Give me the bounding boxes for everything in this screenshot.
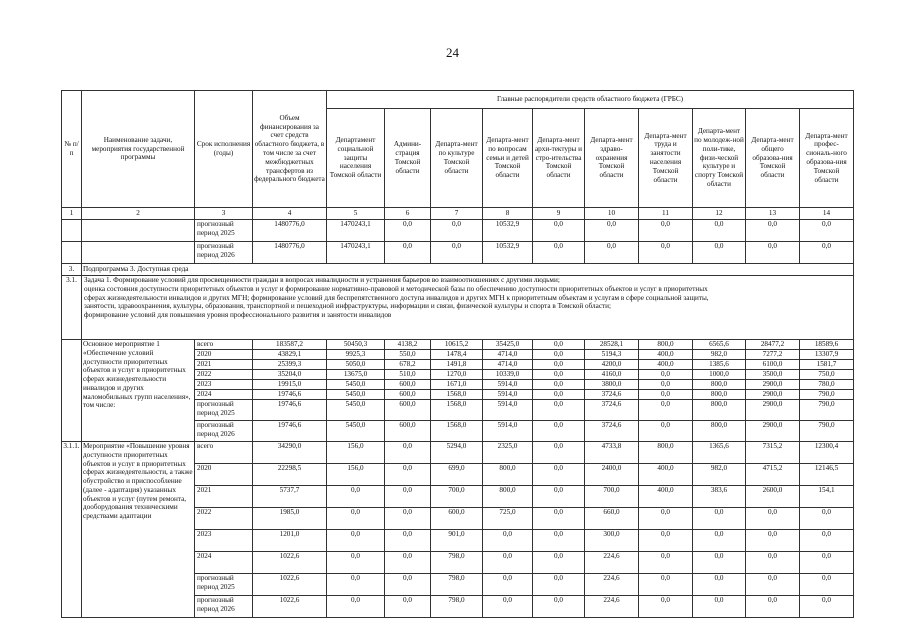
value-cell: 1000,0 <box>693 370 746 380</box>
value-cell: 0,0 <box>800 508 854 530</box>
header-grbs-7: Департа-мент труда и занятости населения Томской области <box>639 109 693 208</box>
value-cell: 0,0 <box>693 574 746 596</box>
value-cell: 5450,0 <box>327 421 385 442</box>
value-cell: 0,0 <box>533 508 585 530</box>
value-cell: 19746,6 <box>253 421 327 442</box>
value-cell: 4715,2 <box>746 464 800 486</box>
value-cell: 10532,9 <box>483 220 533 242</box>
value-cell: 2900,0 <box>746 380 800 390</box>
header-grbs-2: Админи-страция Томской области <box>385 109 431 208</box>
year-cell: 2024 <box>195 390 253 400</box>
year-cell: всего <box>195 442 253 464</box>
value-cell: 4714,0 <box>483 360 533 370</box>
task-num: 3.1. <box>62 276 82 340</box>
value-cell: 0,0 <box>533 242 585 264</box>
header-grbs-1: Департамент социальной защиты населения Томской области <box>327 109 385 208</box>
value-cell: 224,6 <box>585 574 639 596</box>
column-index: 10 <box>585 208 639 220</box>
header-grbs-4: Департа-мент по вопросам семьи и детей Томской области <box>483 109 533 208</box>
value-cell: 400,0 <box>639 464 693 486</box>
value-cell: 790,0 <box>800 400 854 421</box>
value-cell: 800,0 <box>693 380 746 390</box>
page-number: 24 <box>446 45 459 60</box>
value-cell: 0,0 <box>639 421 693 442</box>
column-index: 6 <box>385 208 431 220</box>
value-cell: 1201,0 <box>253 530 327 552</box>
value-cell: 0,0 <box>639 220 693 242</box>
value-cell: 0,0 <box>533 380 585 390</box>
value-cell: 1478,4 <box>431 350 483 360</box>
value-cell: 5914,0 <box>483 421 533 442</box>
value-cell: 1671,0 <box>431 380 483 390</box>
value-cell: 750,0 <box>800 370 854 380</box>
value-cell: 0,0 <box>385 220 431 242</box>
value-cell: 800,0 <box>693 400 746 421</box>
value-cell: 2600,0 <box>746 486 800 508</box>
value-cell: 34290,0 <box>253 442 327 464</box>
header-grbs-group: Главные распорядители средств областного бюджета (ГРБС) <box>327 91 854 109</box>
event-name: Мероприятие «Повышение уровня доступности приоритетных объектов и услуг в приоритетных сферах жизнедеятельности, а также обустройство и приспособление (далее - адаптация) указанных объектов и услуг (путем ремонта, дооборудования техническими средствами адаптации <box>82 442 195 618</box>
value-cell: 0,0 <box>639 508 693 530</box>
value-cell: 0,0 <box>693 530 746 552</box>
value-cell: 0,0 <box>746 530 800 552</box>
column-index: 7 <box>431 208 483 220</box>
year-cell: 2023 <box>195 530 253 552</box>
column-index: 12 <box>693 208 746 220</box>
value-cell: 0,0 <box>746 508 800 530</box>
value-cell: 12300,4 <box>800 442 854 464</box>
value-cell: 699,0 <box>431 464 483 486</box>
value-cell: 2900,0 <box>746 400 800 421</box>
value-cell: 35425,0 <box>483 340 533 350</box>
subprogram-row <box>62 264 854 276</box>
value-cell: 28477,2 <box>746 340 800 350</box>
num-cell <box>62 220 82 242</box>
value-cell: 4138,2 <box>385 340 431 350</box>
value-cell: 0,0 <box>533 574 585 596</box>
value-cell: 725,0 <box>483 508 533 530</box>
value-cell: 0,0 <box>385 464 431 486</box>
value-cell: 700,0 <box>431 486 483 508</box>
value-cell: 383,6 <box>693 486 746 508</box>
value-cell: 0,0 <box>800 552 854 574</box>
value-cell: 5914,0 <box>483 390 533 400</box>
year-cell: всего <box>195 340 253 350</box>
value-cell: 0,0 <box>693 220 746 242</box>
value-cell: 800,0 <box>693 421 746 442</box>
value-cell: 1022,6 <box>253 574 327 596</box>
value-cell: 0,0 <box>693 508 746 530</box>
subprogram-title: Подпрограмма 3. Доступная среда <box>82 264 854 276</box>
value-cell: 0,0 <box>327 596 385 618</box>
value-cell: 678,2 <box>385 360 431 370</box>
value-cell: 700,0 <box>585 486 639 508</box>
header-grbs-3: Департа-мент по культуре Томской области <box>431 109 483 208</box>
year-cell: прогнозный период 2026 <box>195 421 253 442</box>
value-cell: 3800,0 <box>585 380 639 390</box>
value-cell: 0,0 <box>385 242 431 264</box>
value-cell: 798,0 <box>431 552 483 574</box>
header-term: Срок исполнения (годы) <box>195 91 253 208</box>
task-line: оценка состояния доступности приоритетных объектов и услуг и формирование нормативно-правовой и методической базы по обеспечению доступности приоритетных объектов и услуг в приоритетных <box>84 284 708 293</box>
value-cell: 0,0 <box>385 508 431 530</box>
value-cell: 5914,0 <box>483 380 533 390</box>
value-cell: 0,0 <box>533 340 585 350</box>
value-cell: 3724,6 <box>585 421 639 442</box>
column-index-row <box>62 208 854 220</box>
value-cell: 0,0 <box>800 530 854 552</box>
event-num: 3.1.1. <box>62 442 82 618</box>
value-cell: 10615,2 <box>431 340 483 350</box>
year-cell: 2024 <box>195 552 253 574</box>
column-index: 8 <box>483 208 533 220</box>
value-cell: 7315,2 <box>746 442 800 464</box>
value-cell: 510,0 <box>385 370 431 380</box>
value-cell: 0,0 <box>533 486 585 508</box>
value-cell: 1568,0 <box>431 390 483 400</box>
value-cell: 300,0 <box>585 530 639 552</box>
value-cell: 0,0 <box>385 530 431 552</box>
value-cell: 35204,0 <box>253 370 327 380</box>
value-cell: 4714,0 <box>483 350 533 360</box>
header-grbs-9: Департа-мент общего образова-ния Томской области <box>746 109 800 208</box>
value-cell: 0,0 <box>533 552 585 574</box>
value-cell: 0,0 <box>431 242 483 264</box>
table-row <box>62 340 854 350</box>
value-cell: 0,0 <box>483 596 533 618</box>
value-cell: 156,0 <box>327 442 385 464</box>
value-cell: 2400,0 <box>585 464 639 486</box>
name-cell <box>82 242 195 264</box>
column-index: 3 <box>195 208 253 220</box>
year-cell: прогнозный период 2025 <box>195 400 253 421</box>
column-index: 13 <box>746 208 800 220</box>
value-cell: 600,0 <box>385 390 431 400</box>
year-cell: 2022 <box>195 370 253 380</box>
value-cell: 0,0 <box>533 421 585 442</box>
value-cell: 0,0 <box>585 220 639 242</box>
value-cell: 224,6 <box>585 552 639 574</box>
value-cell: 600,0 <box>385 421 431 442</box>
value-cell: 25399,3 <box>253 360 327 370</box>
year-cell: 2021 <box>195 360 253 370</box>
year-cell: 2023 <box>195 380 253 390</box>
year-cell: 2022 <box>195 508 253 530</box>
value-cell: 2900,0 <box>746 390 800 400</box>
value-cell: 10339,0 <box>483 370 533 380</box>
header-grbs-8: Департа-мент по молодеж-ной поли-тике, физи-ческой культуре и спорту Томской области <box>693 109 746 208</box>
value-cell: 0,0 <box>800 220 854 242</box>
value-cell: 0,0 <box>639 390 693 400</box>
value-cell: 0,0 <box>639 596 693 618</box>
value-cell: 2900,0 <box>746 421 800 442</box>
value-cell: 800,0 <box>693 390 746 400</box>
num-cell <box>62 242 82 264</box>
value-cell: 4200,0 <box>585 360 639 370</box>
value-cell: 0,0 <box>483 552 533 574</box>
value-cell: 12146,5 <box>800 464 854 486</box>
value-cell: 156,0 <box>327 464 385 486</box>
value-cell: 0,0 <box>746 574 800 596</box>
value-cell: 0,0 <box>639 574 693 596</box>
value-cell: 5450,0 <box>327 390 385 400</box>
value-cell: 0,0 <box>746 220 800 242</box>
value-cell: 1022,6 <box>253 596 327 618</box>
header-grbs-5: Департа-мент архи-тектуры и стро-ительства Томской области <box>533 109 585 208</box>
value-cell: 19746,6 <box>253 400 327 421</box>
value-cell: 1385,6 <box>693 360 746 370</box>
value-cell: 0,0 <box>327 552 385 574</box>
header-grbs-10: Департа-мент профес-сиональ-ного образова-ния Томской области <box>800 109 854 208</box>
value-cell: 1365,6 <box>693 442 746 464</box>
value-cell: 0,0 <box>385 442 431 464</box>
value-cell: 0,0 <box>693 596 746 618</box>
value-cell: 0,0 <box>639 380 693 390</box>
value-cell: 7277,2 <box>746 350 800 360</box>
value-cell: 0,0 <box>385 574 431 596</box>
value-cell: 3724,6 <box>585 390 639 400</box>
task-line: занятости, здравоохранения, культуры, образования, транспортной и пешеходной инфраструктуры, информации и связи, физической культуры и спорта в Томской области; <box>84 302 611 311</box>
value-cell: 1470243,1 <box>327 242 385 264</box>
value-cell: 0,0 <box>533 390 585 400</box>
value-cell: 0,0 <box>533 596 585 618</box>
header-num: № п/п <box>62 91 82 208</box>
table-header <box>62 91 854 220</box>
value-cell: 28528,1 <box>585 340 639 350</box>
value-cell: 1985,0 <box>253 508 327 530</box>
value-cell: 0,0 <box>483 530 533 552</box>
value-cell: 0,0 <box>533 442 585 464</box>
value-cell: 1491,8 <box>431 360 483 370</box>
value-cell: 19746,6 <box>253 390 327 400</box>
value-cell: 18589,6 <box>800 340 854 350</box>
column-index: 14 <box>800 208 854 220</box>
year-cell: 2020 <box>195 350 253 360</box>
column-index: 4 <box>253 208 327 220</box>
value-cell: 0,0 <box>800 574 854 596</box>
value-cell: 800,0 <box>639 340 693 350</box>
value-cell: 1581,7 <box>800 360 854 370</box>
year-cell: 2020 <box>195 464 253 486</box>
value-cell: 4160,0 <box>585 370 639 380</box>
value-cell: 400,0 <box>639 486 693 508</box>
column-index: 5 <box>327 208 385 220</box>
value-cell: 0,0 <box>385 552 431 574</box>
value-cell: 550,0 <box>385 350 431 360</box>
value-cell: 183587,2 <box>253 340 327 350</box>
value-cell: 13307,9 <box>800 350 854 360</box>
value-cell: 600,0 <box>385 400 431 421</box>
value-cell: 798,0 <box>431 596 483 618</box>
value-cell: 780,0 <box>800 380 854 390</box>
value-cell: 0,0 <box>746 552 800 574</box>
value-cell: 154,1 <box>800 486 854 508</box>
value-cell: 600,0 <box>431 508 483 530</box>
year-cell: прогнозный период 2026 <box>195 596 253 618</box>
value-cell: 0,0 <box>431 220 483 242</box>
column-index: 11 <box>639 208 693 220</box>
value-cell: 400,0 <box>639 360 693 370</box>
event-num <box>62 340 82 442</box>
value-cell: 0,0 <box>639 370 693 380</box>
task-row <box>62 276 854 340</box>
value-cell: 1568,0 <box>431 421 483 442</box>
value-cell: 0,0 <box>327 486 385 508</box>
value-cell: 0,0 <box>693 552 746 574</box>
year-cell: прогнозный период 2025 <box>195 574 253 596</box>
value-cell: 3500,0 <box>746 370 800 380</box>
value-cell: 1480776,0 <box>253 220 327 242</box>
value-cell: 9925,3 <box>327 350 385 360</box>
table-row <box>62 242 854 264</box>
column-index: 2 <box>82 208 195 220</box>
task-line: сферах жизнедеятельности инвалидов и других МГН; формирование условий для беспрепятственного доступа инвалидов и других МГН к приоритетным объектам и услугам в сфере социальной защиты, <box>84 293 709 302</box>
value-cell: 5050,0 <box>327 360 385 370</box>
value-cell: 5450,0 <box>327 400 385 421</box>
value-cell: 0,0 <box>533 530 585 552</box>
value-cell: 0,0 <box>327 530 385 552</box>
value-cell: 982,0 <box>693 350 746 360</box>
value-cell: 2325,0 <box>483 442 533 464</box>
value-cell: 0,0 <box>639 530 693 552</box>
value-cell: 0,0 <box>746 596 800 618</box>
header-name: Наименование задачи, мероприятия государственной программы <box>82 91 195 208</box>
value-cell: 0,0 <box>639 242 693 264</box>
value-cell: 1022,6 <box>253 552 327 574</box>
value-cell: 6100,0 <box>746 360 800 370</box>
value-cell: 0,0 <box>533 370 585 380</box>
task-line: Задача 1. Формирование условий для просвещенности граждан в вопросах инвалидности и устранения барьеров во взаимоотношениях с другими людьми; <box>84 276 560 284</box>
value-cell: 982,0 <box>693 464 746 486</box>
subprogram-num: 3. <box>62 264 82 276</box>
value-cell: 0,0 <box>327 508 385 530</box>
value-cell: 0,0 <box>639 400 693 421</box>
value-cell: 0,0 <box>585 242 639 264</box>
value-cell: 800,0 <box>639 442 693 464</box>
value-cell: 600,0 <box>385 380 431 390</box>
value-cell: 0,0 <box>533 400 585 421</box>
year-cell: прогнозный период 2025 <box>195 220 253 242</box>
value-cell: 400,0 <box>639 350 693 360</box>
header-grbs-6: Департа-мент здраво-охранения Томской области <box>585 109 639 208</box>
value-cell: 0,0 <box>800 596 854 618</box>
value-cell: 3724,6 <box>585 400 639 421</box>
column-index: 1 <box>62 208 82 220</box>
value-cell: 5737,7 <box>253 486 327 508</box>
value-cell: 901,0 <box>431 530 483 552</box>
value-cell: 800,0 <box>483 486 533 508</box>
value-cell: 0,0 <box>327 574 385 596</box>
value-cell: 0,0 <box>533 220 585 242</box>
value-cell: 0,0 <box>385 596 431 618</box>
value-cell: 0,0 <box>533 350 585 360</box>
value-cell: 6565,6 <box>693 340 746 350</box>
value-cell: 5914,0 <box>483 400 533 421</box>
value-cell: 790,0 <box>800 421 854 442</box>
task-text <box>82 276 854 340</box>
value-cell: 1470243,1 <box>327 220 385 242</box>
year-cell: 2021 <box>195 486 253 508</box>
value-cell: 43829,1 <box>253 350 327 360</box>
task-line: формирование условий для повышения уровня профессионального развития и занятости инвалидов <box>84 311 392 320</box>
value-cell: 798,0 <box>431 574 483 596</box>
value-cell: 19915,0 <box>253 380 327 390</box>
value-cell: 800,0 <box>483 464 533 486</box>
value-cell: 10532,9 <box>483 242 533 264</box>
value-cell: 1270,0 <box>431 370 483 380</box>
value-cell: 22298,5 <box>253 464 327 486</box>
column-index: 9 <box>533 208 585 220</box>
value-cell: 5450,0 <box>327 380 385 390</box>
value-cell: 5294,0 <box>431 442 483 464</box>
name-cell <box>82 220 195 242</box>
year-cell: прогнозный период 2026 <box>195 242 253 264</box>
value-cell: 13675,0 <box>327 370 385 380</box>
table-row <box>62 442 854 464</box>
value-cell: 0,0 <box>800 242 854 264</box>
value-cell: 0,0 <box>746 242 800 264</box>
value-cell: 50450,3 <box>327 340 385 350</box>
funding-table <box>61 90 854 618</box>
value-cell: 0,0 <box>639 552 693 574</box>
value-cell: 1480776,0 <box>253 242 327 264</box>
value-cell: 0,0 <box>533 360 585 370</box>
value-cell: 0,0 <box>533 464 585 486</box>
table-row <box>62 220 854 242</box>
value-cell: 5194,3 <box>585 350 639 360</box>
event-name: Основное мероприятие 1 «Обеспечение условий доступности приоритетных объектов и услуг в приоритетных сферах жизнедеятельности инвалидов и других маломобильных групп населения», том числе: <box>82 340 195 442</box>
value-cell: 0,0 <box>693 242 746 264</box>
value-cell: 0,0 <box>385 486 431 508</box>
value-cell: 0,0 <box>483 574 533 596</box>
value-cell: 4733,8 <box>585 442 639 464</box>
value-cell: 660,0 <box>585 508 639 530</box>
value-cell: 224,6 <box>585 596 639 618</box>
value-cell: 1568,0 <box>431 400 483 421</box>
header-volume: Объем финансирования за счет средств областного бюджета, в том числе за счет межбюджетных трансфертов из федерального бюджета <box>253 91 327 208</box>
value-cell: 790,0 <box>800 390 854 400</box>
